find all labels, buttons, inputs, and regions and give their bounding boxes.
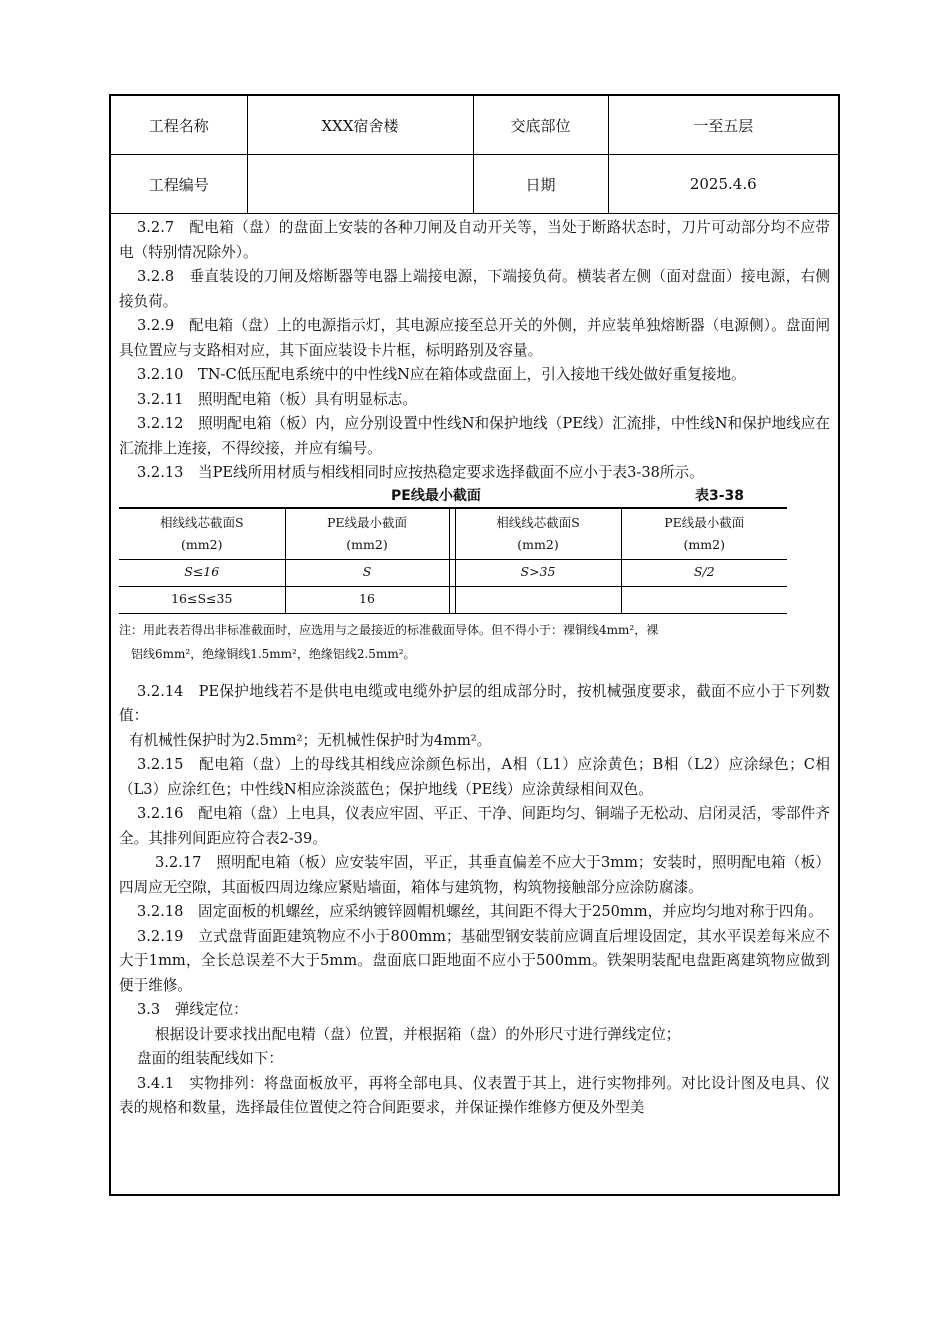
document-frame <box>109 94 840 1196</box>
project-no-label: 工程编号 <box>111 155 247 214</box>
paragraph-3-2-17: 3.2.17 照明配电箱（板）应安装牢固，平正，其垂直偏差不应大于3mm；安装时，照明配电箱（板）四周应无空隙，其面板四周边缘应紧贴墙面，箱体与建筑物，构筑物接触部分应涂防腐漆。 <box>119 854 830 896</box>
paragraph-3-3-text: 根据设计要求找出配电精（盘）位置，并根据箱（盘）的外形尺寸进行弹线定位； <box>155 1025 681 1043</box>
date-value: 2025.4.6 <box>608 155 838 214</box>
paragraph-3-2-14: 3.2.14 PE保护地线若不是供电电缆或电缆外护层的组成部分时，按机械强度要求，截面不应小于下列数值： <box>119 682 830 724</box>
col-header-pe-1: PE线最小截面 (mm2) <box>285 508 449 560</box>
col-header-pe-2: PE线最小截面 (mm2) <box>621 508 787 560</box>
paragraph-3-2-10: 3.2.10 TN-C低压配电系统中的中性线N应在箱体或盘面上，引入接地干线处做好重复接地。 <box>137 366 746 383</box>
table-title: PE线最小截面 <box>391 487 481 504</box>
project-name-value: XXX宿舍楼 <box>247 96 473 155</box>
project-no-value <box>247 155 473 214</box>
pe-min-section-table <box>119 507 787 614</box>
paragraph-3-2-18: 3.2.18 固定面板的机螺丝，应采纳镀锌圆帽机螺丝，其间距不得大于250mm，并应均匀地对称于四角。 <box>137 903 823 920</box>
paragraph-3-2-14-values: 有机械性保护时为2.5mm²；无机械性保护时为4mm²。 <box>129 731 492 749</box>
table-cell: S>35 <box>455 559 621 586</box>
paragraph-3-2-12: 3.2.12 照明配电箱（板）内，应分别设置中性线N和保护地线（PE线）汇流排，中性线N和保护地线应在汇流排上连接，不得绞接，并应有编号。 <box>119 415 830 457</box>
paragraph-3-2-11: 3.2.11 照明配电箱（板）具有明显标志。 <box>137 390 417 408</box>
paragraph-3-2-7: 3.2.7 配电箱（盘）的盘面上安装的各种刀闸及自动开关等，当处于断路状态时，刀片可动部分均不应带电（特别情况除外）。 <box>119 219 830 261</box>
table-cell <box>455 586 621 613</box>
header-table <box>111 96 838 214</box>
table-cell: S/2 <box>621 559 787 586</box>
col-header-phase-2: 相线线芯截面S (mm2) <box>455 508 621 560</box>
paragraph-3-2-16: 3.2.16 配电箱（盘）上电具，仪表应牢固、平正、干净、间距均匀、铜端子无松动、启闭灵活，零部件齐全。其排列间距应符合表2-39。 <box>119 805 830 847</box>
table-cell <box>621 586 787 613</box>
paragraph-3-2-19: 3.2.19 立式盘背面距建筑物应不小于800mm；基础型钢安装前应调直后埋设固定，其水平误差每米应不大于1mm，全长总误差不大于5mm。盘面底口距地面不应小于500mm。铁架明装配电盘距离建筑物应做到便于维修。 <box>119 927 830 994</box>
project-name-label: 工程名称 <box>111 96 247 155</box>
table-cell: S≤16 <box>119 559 285 586</box>
paragraph-3-2-13: 3.2.13 当PE线所用材质与相线相同时应按热稳定要求选择截面不应小于表3-38所示。 <box>137 464 704 481</box>
paragraph-3-2-9: 3.2.9 配电箱（盘）上的电源指示灯，其电源应接至总开关的外侧，并应装单独熔断器（电源侧）。盘面闸具位置应与支路相对应，其下面应装设卡片框，标明路别及容量。 <box>119 317 830 359</box>
paragraph-3-3: 3.3 弹线定位： <box>137 1001 248 1018</box>
col-header-phase-1: 相线线芯截面S (mm2) <box>119 508 285 560</box>
table-note-line-1: 注：用此表若得出非标准截面时，应选用与之最接近的标准截面导体。但不得小于：裸铜线4mm²，裸 <box>119 622 659 637</box>
paragraph-assembly-intro: 盘面的组装配线如下： <box>137 1050 283 1067</box>
paragraph-3-2-8: 3.2.8 垂直装设的刀闸及熔断器等电器上端接电源，下端接负荷。横装者左侧（面对盘面）接电源，右侧接负荷。 <box>119 268 830 310</box>
body-content <box>111 214 838 1121</box>
table-note-line-2: 铝线6mm²，绝缘铜线1.5mm²，绝缘铝线2.5mm²。 <box>131 646 416 661</box>
location-value: 一至五层 <box>608 96 838 155</box>
date-label: 日期 <box>473 155 608 214</box>
table-number: 表3-38 <box>694 487 744 504</box>
location-label: 交底部位 <box>473 96 608 155</box>
table-caption <box>119 486 830 506</box>
paragraph-3-2-15: 3.2.15 配电箱（盘）上的母线其相线应涂颜色标出，A相（L1）应涂黄色；B相（L2）应涂绿色；C相（L3）应涂红色；中性线N相应涂淡蓝色；保护地线（PE线）应涂黄绿相间双色。 <box>119 756 830 798</box>
table-cell: 16 <box>285 586 449 613</box>
table-cell: S <box>285 559 449 586</box>
paragraph-3-4-1: 3.4.1 实物排列：将盘面板放平，再将全部电具、仪表置于其上，进行实物排列。对比设计图及电具、仪表的规格和数量，选择最佳位置使之符合间距要求，并保证操作维修方便及外型美 <box>119 1074 830 1116</box>
table-note <box>119 618 830 666</box>
table-cell: 16≤S≤35 <box>119 586 285 613</box>
